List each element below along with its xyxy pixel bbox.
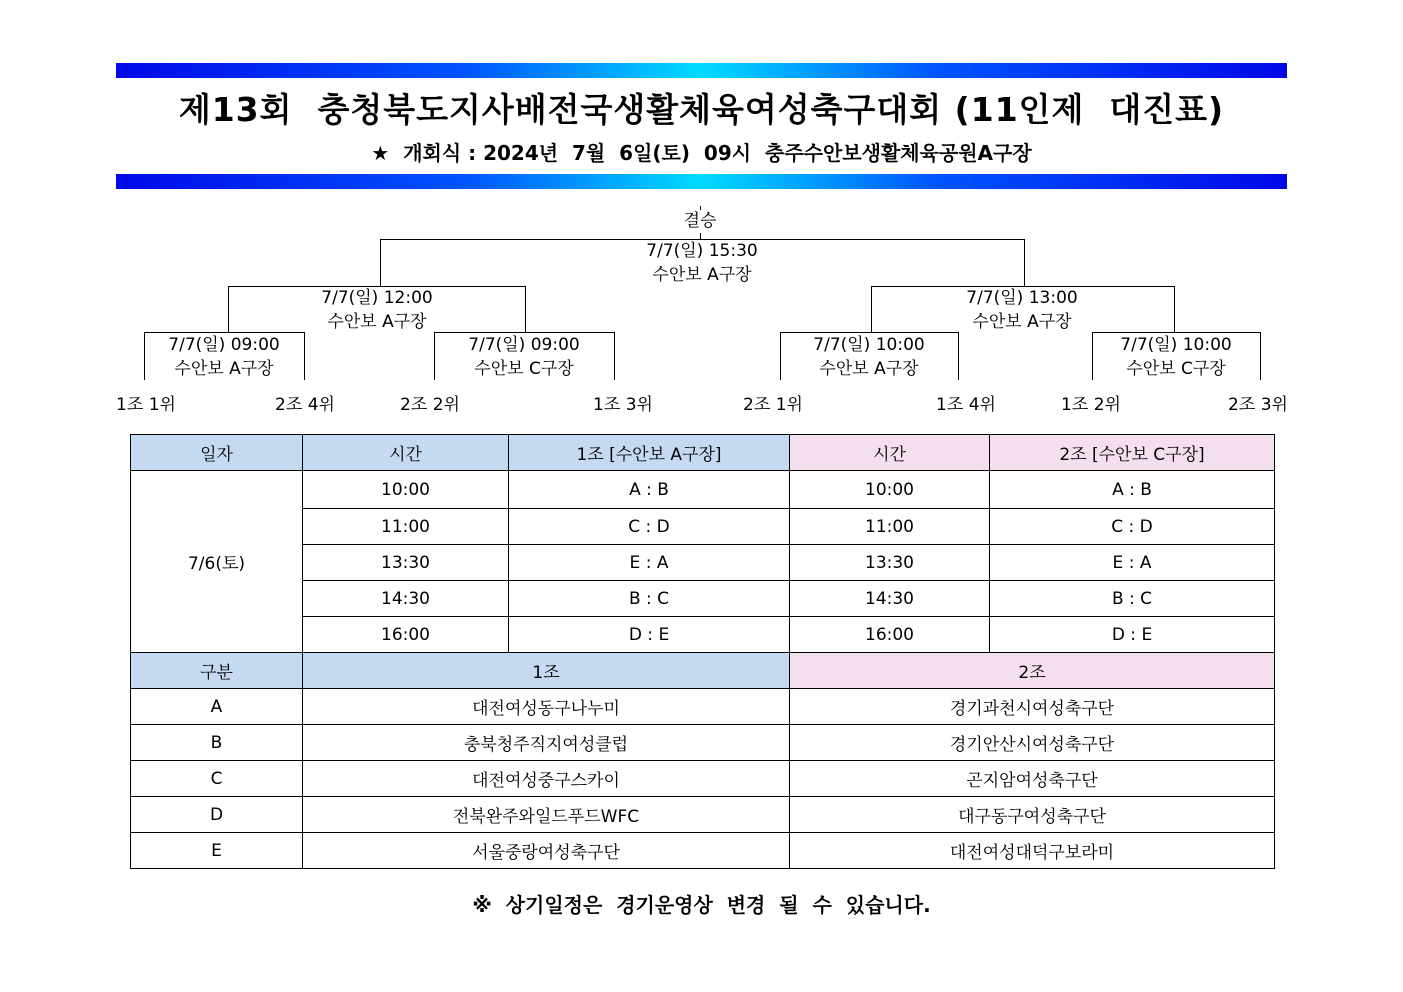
quarter-time-2: 7/7(일) 09:00 bbox=[468, 335, 580, 355]
match-2: E : A bbox=[990, 545, 1275, 581]
header-group-1: 1조 [수안보 A구장] bbox=[509, 435, 790, 471]
match-2: B : C bbox=[990, 581, 1275, 617]
team-slot-2: 2조 4위 bbox=[275, 395, 335, 415]
team-slot-5: 2조 1위 bbox=[743, 395, 803, 415]
quarter-time-3: 7/7(일) 10:00 bbox=[813, 335, 925, 355]
page-subtitle: ★ 개회식 : 2024년 7월 6일(토) 09시 충주수안보생활체육공원A구장 bbox=[371, 141, 1032, 165]
semi-time-left: 7/7(일) 12:00 bbox=[321, 288, 433, 308]
match-1: B : C bbox=[509, 581, 790, 617]
final-label: 결승 bbox=[683, 211, 717, 231]
quarter-venue-3: 수안보 A구장 bbox=[819, 359, 919, 379]
team-key: E bbox=[131, 833, 303, 869]
group-2-team: 경기안산시여성축구단 bbox=[790, 725, 1275, 761]
team-key: B bbox=[131, 725, 303, 761]
group-2-team: 경기과천시여성축구단 bbox=[790, 689, 1275, 725]
match-1: D : E bbox=[509, 617, 790, 653]
table-row bbox=[131, 545, 1275, 581]
group-1-team: 충북청주직지여성클럽 bbox=[303, 725, 790, 761]
quarter-venue-4: 수안보 C구장 bbox=[1126, 359, 1226, 379]
final-time: 7/7(일) 15:30 bbox=[646, 241, 758, 261]
team-key: A bbox=[131, 689, 303, 725]
match-1: C : D bbox=[509, 509, 790, 545]
time-2: 10:00 bbox=[790, 471, 990, 509]
header-date: 일자 bbox=[131, 435, 303, 471]
group-1-team: 대전여성동구나누미 bbox=[303, 689, 790, 725]
team-slot-7: 1조 2위 bbox=[1061, 395, 1121, 415]
groups-header-row bbox=[131, 653, 1275, 689]
quarter-venue-2: 수안보 C구장 bbox=[474, 359, 574, 379]
bottom-gradient-bar bbox=[116, 174, 1287, 189]
time-2: 16:00 bbox=[790, 617, 990, 653]
team-slot-4: 1조 3위 bbox=[593, 395, 653, 415]
quarter-venue-1: 수안보 A구장 bbox=[174, 359, 274, 379]
time-1: 16:00 bbox=[303, 617, 509, 653]
table-row bbox=[131, 509, 1275, 545]
table-row bbox=[131, 833, 1275, 869]
schedule-table bbox=[130, 434, 1275, 869]
header-group-2-teams: 2조 bbox=[790, 653, 1275, 689]
team-key: D bbox=[131, 797, 303, 833]
quarter-time-1: 7/7(일) 09:00 bbox=[168, 335, 280, 355]
match-1: A : B bbox=[509, 471, 790, 509]
match-2: C : D bbox=[990, 509, 1275, 545]
group-1-team: 전북완주와일드푸드WFC bbox=[303, 797, 790, 833]
top-gradient-bar bbox=[116, 63, 1287, 78]
semi-time-right: 7/7(일) 13:00 bbox=[966, 288, 1078, 308]
table-row bbox=[131, 617, 1275, 653]
time-2: 14:30 bbox=[790, 581, 990, 617]
team-slot-6: 1조 4위 bbox=[936, 395, 996, 415]
time-1: 13:30 bbox=[303, 545, 509, 581]
match-2: A : B bbox=[990, 471, 1275, 509]
schedule-header-row bbox=[131, 435, 1275, 471]
semi-venue-left: 수안보 A구장 bbox=[327, 312, 427, 332]
footnote: ※ 상기일정은 경기운영상 변경 될 수 있습니다. bbox=[472, 893, 931, 917]
table-row bbox=[131, 581, 1275, 617]
table-row bbox=[131, 471, 1275, 509]
quarter-time-4: 7/7(일) 10:00 bbox=[1120, 335, 1232, 355]
header-group-2: 2조 [수안보 C구장] bbox=[990, 435, 1275, 471]
semi-venue-right: 수안보 A구장 bbox=[972, 312, 1072, 332]
header-time-1: 시간 bbox=[303, 435, 509, 471]
team-slot-1: 1조 1위 bbox=[116, 395, 176, 415]
time-2: 11:00 bbox=[790, 509, 990, 545]
time-1: 10:00 bbox=[303, 471, 509, 509]
team-key: C bbox=[131, 761, 303, 797]
header-division: 구분 bbox=[131, 653, 303, 689]
table-row bbox=[131, 725, 1275, 761]
table-row bbox=[131, 761, 1275, 797]
table-row bbox=[131, 689, 1275, 725]
group-2-team: 대구동구여성축구단 bbox=[790, 797, 1275, 833]
group-2-team: 곤지암여성축구단 bbox=[790, 761, 1275, 797]
final-venue: 수안보 A구장 bbox=[652, 265, 752, 285]
page-title: 제13회 충청북도지사배전국생활체육여성축구대회 (11인제 대진표) bbox=[178, 90, 1225, 129]
time-1: 14:30 bbox=[303, 581, 509, 617]
header-time-2: 시간 bbox=[790, 435, 990, 471]
match-1: E : A bbox=[509, 545, 790, 581]
time-1: 11:00 bbox=[303, 509, 509, 545]
team-slot-3: 2조 2위 bbox=[400, 395, 460, 415]
schedule-date: 7/6(토) bbox=[131, 471, 303, 653]
header-group-1-teams: 1조 bbox=[303, 653, 790, 689]
time-2: 13:30 bbox=[790, 545, 990, 581]
group-1-team: 서울중랑여성축구단 bbox=[303, 833, 790, 869]
group-1-team: 대전여성중구스카이 bbox=[303, 761, 790, 797]
match-2: D : E bbox=[990, 617, 1275, 653]
team-slot-8: 2조 3위 bbox=[1228, 395, 1288, 415]
group-2-team: 대전여성대덕구보라미 bbox=[790, 833, 1275, 869]
table-row bbox=[131, 797, 1275, 833]
